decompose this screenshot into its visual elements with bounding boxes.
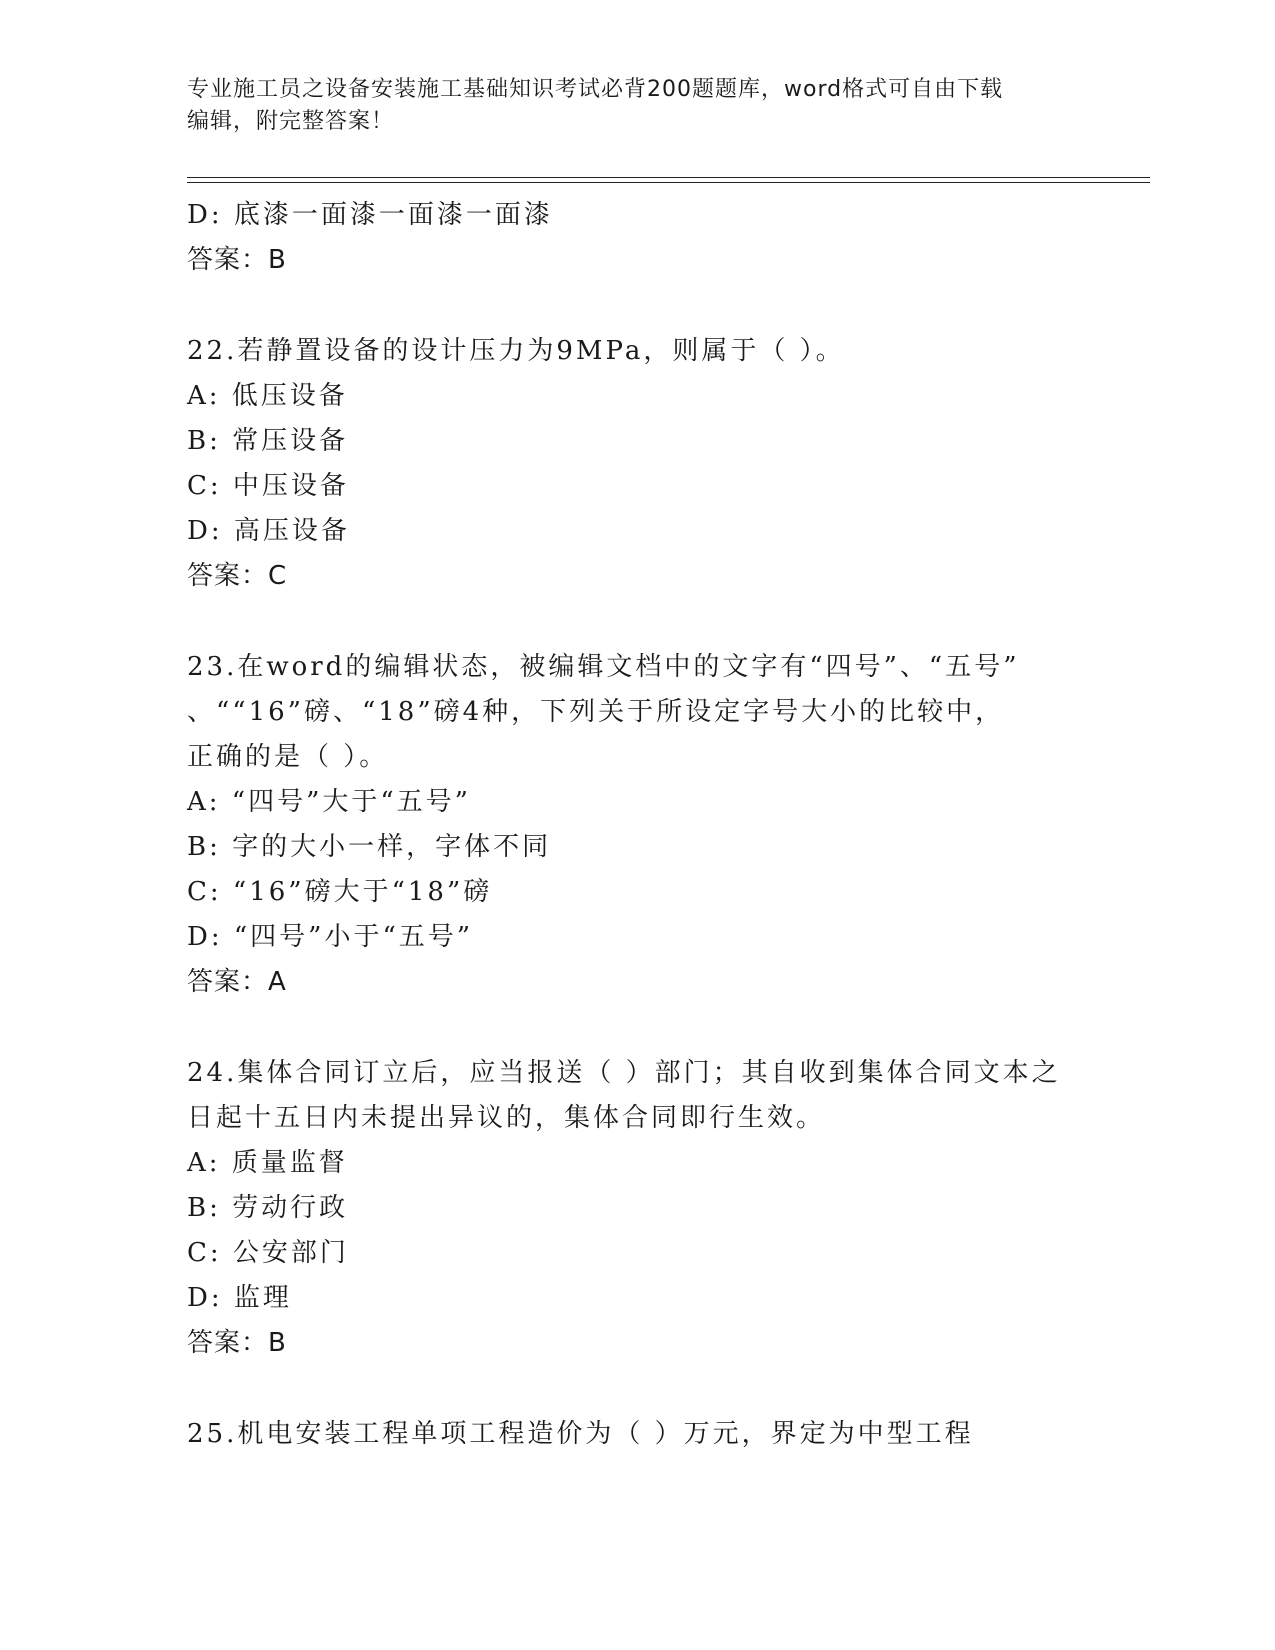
q24-answer: 答案：B [187, 1328, 287, 1358]
q23-question-line1: 23.在word的编辑状态，被编辑文档中的文字有“四号”、“五号” [187, 652, 1020, 682]
q24-option-a: A: 质量监督 [187, 1148, 348, 1178]
q21-answer: 答案：B [187, 245, 287, 275]
spacer [187, 599, 1087, 645]
spacer [187, 1005, 1087, 1051]
q22-option-a: A: 低压设备 [187, 381, 348, 411]
q22-answer: 答案：C [187, 561, 288, 591]
q21-option-d: D: 底漆一面漆一面漆一面漆 [187, 200, 553, 230]
q23-option-b: B: 字的大小一样，字体不同 [187, 832, 552, 862]
header-divider [187, 177, 1150, 178]
q24-question-line2: 日起十五日内未提出异议的，集体合同即行生效。 [187, 1103, 826, 1133]
q24-question-line1: 24.集体合同订立后，应当报送（ ）部门；其自收到集体合同文本之 [187, 1058, 1061, 1088]
q22-question: 22.若静置设备的设计压力为9MPa，则属于（ ）。 [187, 336, 845, 366]
q23-question-line2: 、““16”磅、“18”磅4种，下列关于所设定字号大小的比较中， [187, 697, 1005, 727]
q23-option-c: C: “16”磅大于“18”磅 [187, 877, 493, 907]
question-list [187, 193, 1087, 1457]
spacer [187, 283, 1087, 329]
spacer [187, 1366, 1087, 1412]
header-divider-second [187, 182, 1150, 183]
q25-question: 25.机电安装工程单项工程造价为（ ）万元，界定为中型工程 [187, 1419, 974, 1449]
header-title-line2: 编辑，附完整答案！ [187, 109, 395, 134]
q22-option-d: D: 高压设备 [187, 516, 350, 546]
q23-option-d: D: “四号”小于“五号” [187, 922, 474, 952]
q22-option-c: C: 中压设备 [187, 471, 349, 501]
q24-option-d: D: 监理 [187, 1283, 292, 1313]
q24-option-b: B: 劳动行政 [187, 1193, 349, 1223]
header-title-line1: 专业施工员之设备安装施工基础知识考试必背200题题库，word格式可自由下载 [187, 77, 1004, 102]
page-header [187, 74, 1087, 138]
q24-option-c: C: 公安部门 [187, 1238, 349, 1268]
q23-answer: 答案：A [187, 967, 287, 997]
q22-option-b: B: 常压设备 [187, 426, 349, 456]
q23-question-line3: 正确的是（ ）。 [187, 742, 389, 772]
q23-option-a: A: “四号”大于“五号” [187, 787, 471, 817]
